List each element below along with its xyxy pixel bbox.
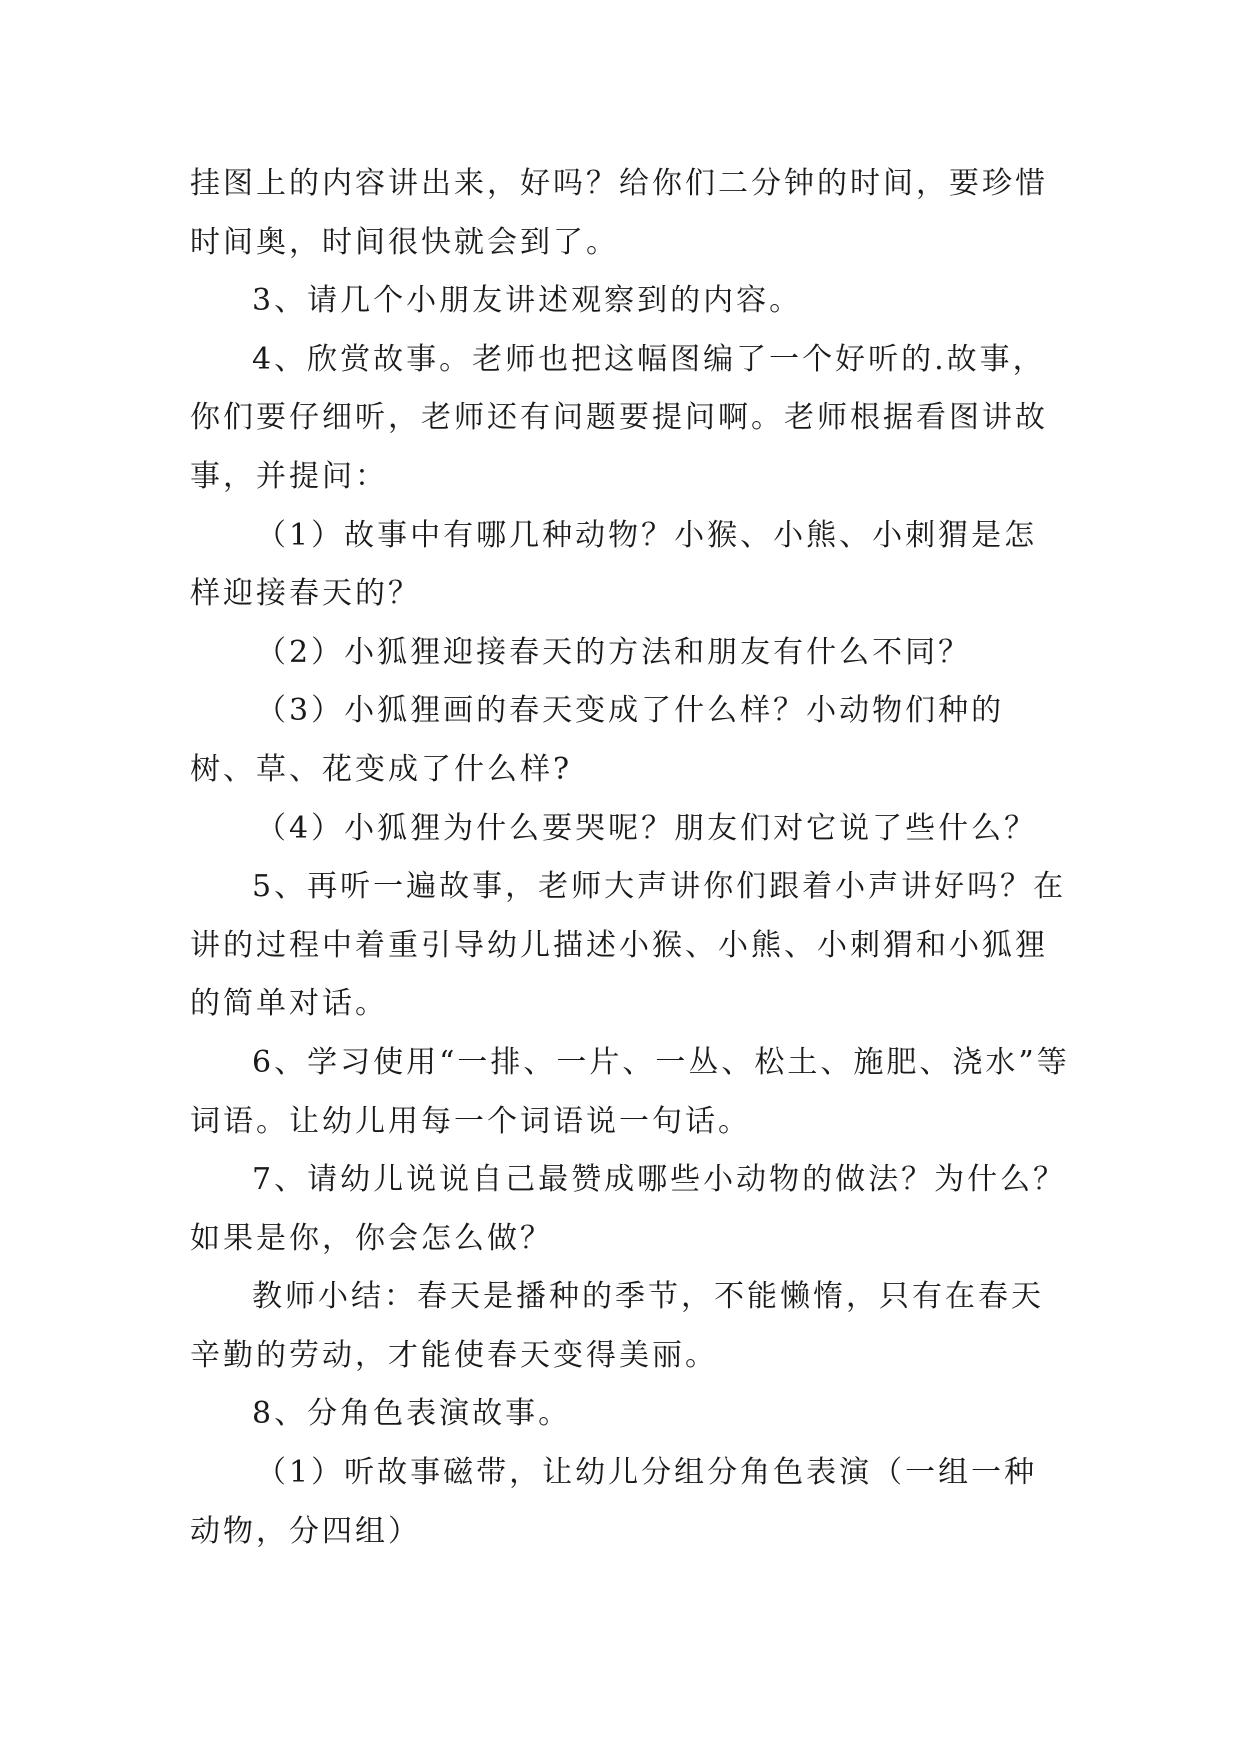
paragraph-question-4: （4）小狐狸为什么要哭呢？朋友们对它说了些什么？ [256,810,1038,846]
paragraph-step-7: 7、请幼儿说说自己最赞成哪些小动物的做法？为什么？如果是你，你会怎么做？ [190,1162,1067,1256]
paragraph-question-3: （3）小狐狸画的春天变成了什么样？小动物们种的树、草、花变成了什么样? [190,693,1005,787]
paragraph-question-2: （2）小狐狸迎接春天的方法和朋友有什么不同？ [256,634,972,670]
paragraph-step-5: 5、再听一遍故事，老师大声讲你们跟着小声讲好吗？在讲的过程中着重引导幼儿描述小猴、小熊、小刺猬和小狐狸的简单对话。 [190,869,1067,1022]
paragraph-question-1: （1）故事中有哪几种动物？小猴、小熊、小刺猬是怎样迎接春天的？ [190,517,1038,612]
paragraph-teacher-summary: 教师小结：春天是播种的季节，不能懒惰，只有在春天辛勤的劳动，才能使春天变得美丽。 [190,1279,1044,1373]
paragraph-step-8: 8、分角色表演故事。 [252,1396,572,1432]
paragraph-step-3: 3、请几个小朋友讲述观察到的内容。 [252,283,803,319]
document-body [190,155,1070,1561]
paragraph-sub-step-1: （1）听故事磁带，让幼儿分组分角色表演（一组一种动物，分四组） [190,1455,1038,1549]
paragraph-step-6: 6、学习使用“一排、一片、一丛、松土、施肥、浇水”等词语。让幼儿用每一个词语说一句话。 [190,1044,1070,1139]
paragraph-continuation: 挂图上的内容讲出来，好吗？给你们二分钟的时间，要珍惜时间奥，时间很快就会到了。 [190,166,1048,260]
paragraph-step-4: 4、欣赏故事。老师也把这幅图编了一个好听的.故事，你们要仔细听，老师还有问题要提问啊。老师根据看图讲故事，并提问： [190,341,1048,494]
